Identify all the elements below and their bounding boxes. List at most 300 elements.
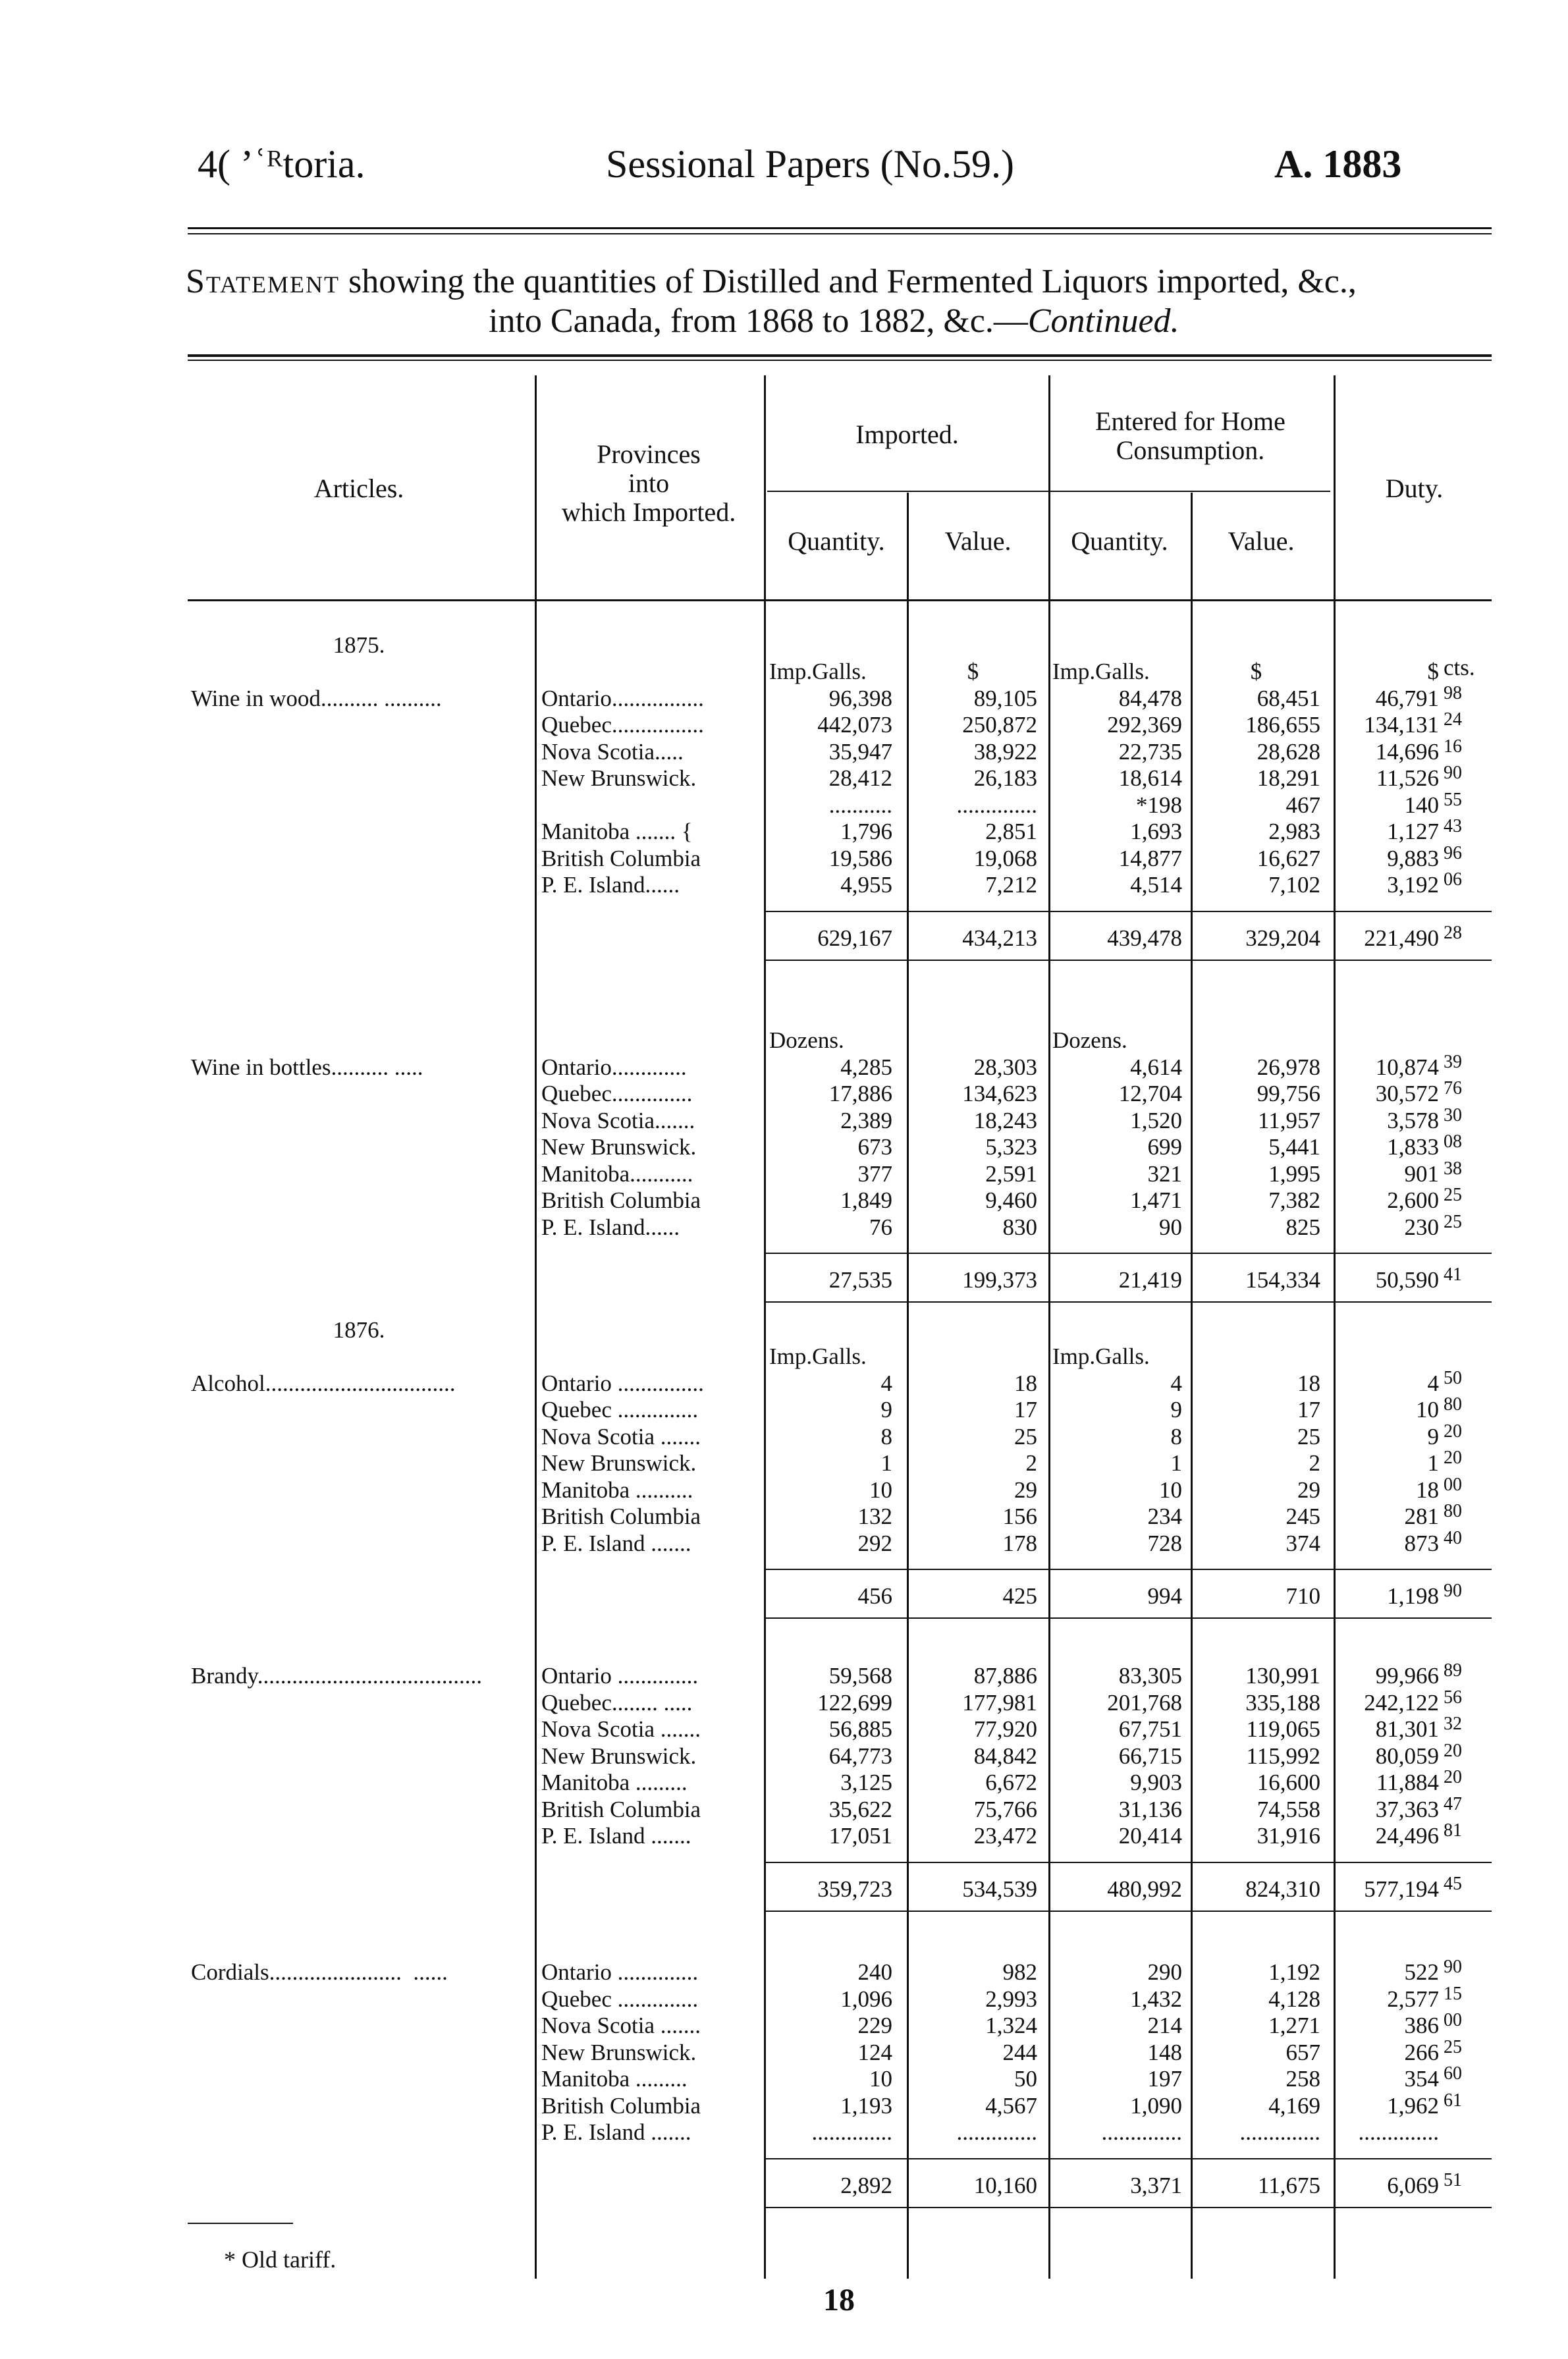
vrule-articles	[535, 375, 537, 2279]
province-name: Ontario ...............	[541, 1370, 704, 1396]
imported-value: 5,323	[985, 1134, 1037, 1160]
article-label: Wine in bottles.......... .....	[191, 1054, 423, 1080]
total-imported-value: 425	[1002, 1583, 1037, 1609]
imported-quantity: 1	[880, 1450, 892, 1476]
total-imported-value: 199,373	[962, 1267, 1037, 1293]
duty-dollars: 3,578	[1387, 1107, 1439, 1133]
imported-quantity: 64,773	[828, 1743, 892, 1769]
entered-value: 245	[1285, 1504, 1320, 1529]
province-name: Manitoba .........	[541, 2066, 688, 2092]
entered-quantity: 197	[1147, 2066, 1182, 2092]
entered-value: 2,983	[1268, 819, 1320, 844]
entered-value: 7,102	[1268, 872, 1320, 898]
entered-value: 99,756	[1257, 1081, 1320, 1106]
col-imported: Imported.	[855, 420, 959, 449]
duty-dollars: 24,496	[1375, 1823, 1439, 1849]
province-name: Ontario ..............	[541, 1663, 699, 1689]
entered-value: 17	[1297, 1397, 1320, 1423]
entered-value: 335,188	[1245, 1689, 1320, 1716]
unit-quantity-2: Dozens.	[1052, 1027, 1127, 1053]
statement-title: Statement showing the quantities of Distilled and Fermented Liquors imported, &c., into Canada, from 1868 to 1882, &c.—Continued.	[186, 263, 1357, 340]
imported-value: 75,766	[973, 1796, 1037, 1822]
province-name: Nova Scotia .......	[541, 1423, 701, 1450]
imported-value: 2,851	[985, 819, 1037, 844]
total-bottom-rule	[764, 1617, 1492, 1619]
duty-cents: 81	[1444, 1820, 1462, 1841]
duty-dollars: ..............	[1358, 2119, 1439, 2145]
province-name: Quebec..............	[541, 1081, 693, 1106]
total-imported-quantity: 359,723	[817, 1876, 892, 1902]
duty-cents: 20	[1444, 1421, 1462, 1442]
entered-value: 467	[1285, 792, 1320, 818]
col-entered: Entered for Home Consumption.	[1095, 406, 1285, 465]
province-name: British Columbia	[541, 845, 701, 871]
province-name: New Brunswick.	[541, 1134, 697, 1160]
duty-dollars: 1,127	[1387, 819, 1439, 844]
duty-dollars: 2,577	[1387, 1986, 1439, 2012]
entered-quantity: 728	[1147, 1530, 1182, 1556]
province-name: British Columbia	[541, 2092, 701, 2119]
duty-cents: 43	[1444, 816, 1462, 836]
province-name: Quebec................	[541, 712, 704, 738]
total-entered-value: 329,204	[1245, 925, 1320, 951]
duty-cents: 00	[1444, 2010, 1462, 2030]
unit-quantity: Imp.Galls.	[769, 1343, 867, 1369]
imported-value: 18	[1014, 1370, 1037, 1396]
imported-value: 177,981	[962, 1689, 1037, 1716]
duty-dollars: 140	[1404, 792, 1439, 818]
province-name: New Brunswick.	[541, 765, 697, 791]
entered-quantity: 4	[1170, 1370, 1182, 1396]
imported-value: 250,872	[962, 712, 1037, 738]
province-name: Nova Scotia .......	[541, 1716, 701, 1742]
entered-value: 825	[1285, 1214, 1320, 1240]
total-rule	[764, 911, 1492, 912]
duty-dollars: 11,526	[1376, 765, 1439, 791]
total-duty-cents: 51	[1444, 2169, 1462, 2190]
duty-dollars: 3,192	[1387, 872, 1439, 898]
entered-value: 258	[1285, 2066, 1320, 2092]
entered-quantity: 31,136	[1118, 1796, 1182, 1822]
total-duty-dollars: 221,490	[1364, 925, 1439, 951]
imported-quantity: ..............	[811, 2119, 892, 2145]
entered-value: 16,627	[1257, 845, 1320, 871]
imported-value: 38,922	[973, 738, 1037, 765]
imported-quantity: 9	[880, 1397, 892, 1423]
unit-quantity-2: Imp.Galls.	[1052, 659, 1150, 684]
imported-quantity: 292	[857, 1530, 892, 1556]
duty-dollars: 10,874	[1375, 1054, 1439, 1080]
imported-value: 28,303	[973, 1054, 1037, 1080]
duty-cents: 90	[1444, 1957, 1462, 1977]
total-rule	[764, 1862, 1492, 1863]
total-duty-dollars: 1,198	[1387, 1583, 1439, 1609]
header-title: Sessional Papers (No.59.)	[606, 142, 1014, 186]
footnote-rule	[188, 2223, 293, 2224]
entered-value: 119,065	[1246, 1716, 1320, 1742]
duty-cents: 60	[1444, 2063, 1462, 2084]
col-value-2: Value.	[1228, 526, 1295, 556]
imported-quantity: 240	[857, 1959, 892, 1985]
imported-quantity: 1,096	[840, 1986, 892, 2012]
unit-duty: $	[1427, 659, 1439, 684]
page-number: 18	[823, 2283, 855, 2318]
imported-quantity: 10	[869, 1477, 892, 1503]
entered-value: ..............	[1239, 2119, 1320, 2145]
imported-quantity: 377	[857, 1160, 892, 1187]
entered-quantity: 12,704	[1118, 1081, 1182, 1106]
total-rule	[764, 2158, 1492, 2159]
duty-cents: 50	[1444, 1367, 1462, 1388]
total-duty-cents: 41	[1444, 1264, 1462, 1285]
entered-value: 29	[1297, 1477, 1320, 1503]
duty-cents: 00	[1444, 1474, 1462, 1495]
imported-quantity: ...........	[828, 792, 892, 818]
total-imported-quantity: 27,535	[828, 1267, 892, 1293]
duty-dollars: 873	[1404, 1530, 1439, 1556]
header-bottom-rule	[188, 599, 1492, 601]
entered-quantity: 66,715	[1118, 1743, 1182, 1769]
entered-quantity: 1,090	[1130, 2092, 1182, 2119]
imported-quantity: 28,412	[828, 765, 892, 791]
province-name: Nova Scotia .......	[541, 2013, 701, 2038]
imported-value: 2,591	[985, 1160, 1037, 1187]
province-name: British Columbia	[541, 1504, 701, 1529]
duty-dollars: 386	[1404, 2013, 1439, 2038]
total-duty-cents: 28	[1444, 922, 1462, 943]
duty-cents: 32	[1444, 1714, 1462, 1734]
province-name: P. E. Island .......	[541, 1823, 691, 1849]
imported-value: 7,212	[985, 872, 1037, 898]
duty-dollars: 14,696	[1375, 738, 1439, 765]
total-entered-quantity: 3,371	[1130, 2172, 1182, 2198]
entered-value: 18	[1297, 1370, 1320, 1396]
imported-value: 982	[1002, 1959, 1037, 1985]
entered-quantity: 201,768	[1107, 1689, 1182, 1716]
imported-quantity: 132	[857, 1504, 892, 1529]
unit-quantity-2: Imp.Galls.	[1052, 1343, 1150, 1369]
duty-dollars: 99,966	[1375, 1663, 1439, 1689]
total-rule	[764, 1253, 1492, 1254]
entered-value: 28,628	[1257, 738, 1320, 765]
entered-quantity: 67,751	[1118, 1716, 1182, 1742]
duty-dollars: 81,301	[1375, 1716, 1439, 1742]
total-bottom-rule	[764, 1301, 1492, 1303]
duty-cents: 76	[1444, 1078, 1462, 1098]
province-name: Ontario.............	[541, 1054, 687, 1080]
col-duty: Duty.	[1385, 474, 1444, 503]
province-name: P. E. Island .......	[541, 1530, 691, 1556]
duty-cents: 08	[1444, 1131, 1462, 1152]
entered-quantity: 1,693	[1130, 819, 1182, 844]
imported-quantity: 124	[857, 2039, 892, 2065]
province-name: Manitoba ....... {	[541, 819, 693, 844]
imported-quantity: 1,193	[840, 2092, 892, 2119]
total-entered-value: 824,310	[1245, 1876, 1320, 1902]
total-bottom-rule	[764, 2207, 1492, 2208]
entered-quantity: 9,903	[1130, 1770, 1182, 1795]
entered-quantity: 18,614	[1118, 765, 1182, 791]
imported-value: 29	[1014, 1477, 1037, 1503]
duty-dollars: 1,833	[1387, 1134, 1439, 1160]
imported-value: 1,324	[985, 2013, 1037, 2038]
entered-value: 374	[1285, 1530, 1320, 1556]
imported-value: 4,567	[985, 2092, 1037, 2119]
entered-quantity: 234	[1147, 1504, 1182, 1529]
imported-quantity: 2,389	[840, 1107, 892, 1133]
imported-quantity: 4,955	[840, 872, 892, 898]
unit-quantity: Dozens.	[769, 1027, 844, 1053]
imported-value: 23,472	[973, 1823, 1037, 1849]
duty-dollars: 10	[1416, 1397, 1439, 1423]
entered-value: 11,957	[1258, 1107, 1320, 1133]
duty-cents: 30	[1444, 1104, 1462, 1125]
duty-cents: 20	[1444, 1767, 1462, 1787]
duty-cents: 06	[1444, 869, 1462, 890]
duty-cents: 61	[1444, 2090, 1462, 2111]
duty-dollars: 354	[1404, 2066, 1439, 2092]
entered-quantity: 20,414	[1118, 1823, 1182, 1849]
imported-quantity: 673	[857, 1134, 892, 1160]
province-name: Manitoba ..........	[541, 1477, 693, 1503]
duty-cents: 47	[1444, 1793, 1462, 1814]
duty-cents: 80	[1444, 1394, 1462, 1415]
unit-value-2: $	[1250, 659, 1262, 684]
imported-value: 18,243	[973, 1107, 1037, 1133]
imported-value: 26,183	[973, 765, 1037, 791]
article-label: Alcohol.................................	[191, 1370, 456, 1396]
entered-value: 1,995	[1268, 1160, 1320, 1187]
col-articles: Articles.	[313, 474, 404, 503]
imported-value: 77,920	[973, 1716, 1037, 1742]
imported-value: 84,842	[973, 1743, 1037, 1769]
duty-dollars: 9	[1427, 1423, 1439, 1450]
article-label: Brandy.......................................	[191, 1663, 483, 1689]
col-quantity: Quantity.	[788, 526, 885, 556]
imported-value: 6,672	[985, 1770, 1037, 1795]
entered-quantity: 292,369	[1107, 712, 1182, 738]
duty-dollars: 901	[1404, 1160, 1439, 1187]
entered-quantity: 1	[1170, 1450, 1182, 1476]
article-label: Wine in wood.......... ..........	[191, 685, 442, 711]
entered-value: 5,441	[1268, 1134, 1320, 1160]
duty-dollars: 1	[1427, 1450, 1439, 1476]
duty-dollars: 2,600	[1387, 1187, 1439, 1213]
entered-value: 2	[1309, 1450, 1320, 1476]
imported-quantity: 4	[880, 1370, 892, 1396]
total-bottom-rule	[764, 1911, 1492, 1912]
province-name: Quebec ..............	[541, 1986, 699, 2012]
total-entered-quantity: 21,419	[1118, 1267, 1182, 1293]
imported-quantity: 1,796	[840, 819, 892, 844]
unit-quantity: Imp.Galls.	[769, 659, 867, 684]
imported-value: ..............	[956, 2119, 1037, 2145]
col-value: Value.	[944, 526, 1012, 556]
entered-quantity: 1,432	[1130, 1986, 1182, 2012]
entered-quantity: ..............	[1101, 2119, 1182, 2145]
entered-quantity: 14,877	[1118, 845, 1182, 871]
duty-cents: 98	[1444, 682, 1462, 703]
entered-value: 31,916	[1257, 1823, 1320, 1849]
total-entered-value: 710	[1285, 1583, 1320, 1609]
imported-quantity: 59,568	[828, 1663, 892, 1689]
duty-dollars: 242,122	[1364, 1689, 1439, 1716]
imported-quantity: 122,699	[817, 1689, 892, 1716]
province-name: P. E. Island......	[541, 1214, 680, 1240]
province-name: Ontario ..............	[541, 1959, 699, 1985]
duty-cents: 56	[1444, 1687, 1462, 1708]
province-name: P. E. Island......	[541, 872, 680, 898]
entered-quantity: 4,514	[1130, 872, 1182, 898]
province-name: New Brunswick.	[541, 1450, 697, 1476]
unit-cents: cts.	[1444, 655, 1475, 680]
total-imported-quantity: 629,167	[817, 925, 892, 951]
imported-value: 134,623	[962, 1081, 1037, 1106]
duty-dollars: 522	[1404, 1959, 1439, 1985]
total-imported-value: 10,160	[973, 2172, 1037, 2198]
province-name: New Brunswick.	[541, 1743, 697, 1769]
duty-cents: 40	[1444, 1527, 1462, 1548]
total-entered-quantity: 439,478	[1107, 925, 1182, 951]
province-name: P. E. Island .......	[541, 2119, 691, 2145]
imported-quantity: 35,622	[828, 1796, 892, 1822]
imported-quantity: 17,051	[828, 1823, 892, 1849]
entered-value: 7,382	[1268, 1187, 1320, 1213]
imported-value: 2	[1025, 1450, 1037, 1476]
header-year: A. 1883	[1274, 142, 1402, 186]
entered-quantity: 214	[1147, 2013, 1182, 2038]
entered-value: 25	[1297, 1423, 1320, 1450]
imported-quantity: 442,073	[817, 712, 892, 738]
total-rule	[764, 1569, 1492, 1570]
entered-quantity: 699	[1147, 1134, 1182, 1160]
entered-quantity: 10	[1159, 1477, 1182, 1503]
col-quantity-2: Quantity.	[1071, 526, 1168, 556]
duty-dollars: 46,791	[1375, 685, 1439, 711]
total-duty-dollars: 577,194	[1364, 1876, 1439, 1902]
imported-quantity: 10	[869, 2066, 892, 2092]
duty-cents: 20	[1444, 1448, 1462, 1468]
imported-value: 19,068	[973, 845, 1037, 871]
imported-quantity: 56,885	[828, 1716, 892, 1742]
total-imported-value: 534,539	[962, 1876, 1037, 1902]
duty-dollars: 1,962	[1387, 2092, 1439, 2119]
entered-value: 16,600	[1257, 1770, 1320, 1795]
imported-value: 244	[1002, 2039, 1037, 2065]
total-entered-value: 11,675	[1258, 2172, 1320, 2198]
imported-quantity: 1,849	[840, 1187, 892, 1213]
duty-dollars: 37,363	[1375, 1796, 1439, 1822]
total-duty-cents: 45	[1444, 1873, 1462, 1894]
province-name: Nova Scotia.....	[541, 738, 684, 765]
duty-cents: 16	[1444, 736, 1462, 757]
entered-value: 4,128	[1268, 1986, 1320, 2012]
duty-dollars: 134,131	[1364, 712, 1439, 738]
duty-cents: 89	[1444, 1660, 1462, 1681]
total-imported-value: 434,213	[962, 925, 1037, 951]
duty-dollars: 266	[1404, 2039, 1439, 2065]
duty-cents: 24	[1444, 709, 1462, 730]
imported-value: 9,460	[985, 1187, 1037, 1213]
year-heading: 1875.	[333, 632, 385, 658]
header-rule	[188, 227, 1492, 229]
duty-cents: 55	[1444, 789, 1462, 810]
duty-dollars: 230	[1404, 1214, 1439, 1240]
duty-cents: 38	[1444, 1158, 1462, 1179]
province-name: Quebec ..............	[541, 1397, 699, 1423]
province-name: Manitoba...........	[541, 1160, 693, 1187]
province-name: British Columbia	[541, 1796, 701, 1822]
entered-value: 18,291	[1257, 765, 1320, 791]
total-bottom-rule	[764, 960, 1492, 961]
entered-value: 4,169	[1268, 2092, 1320, 2119]
total-imported-quantity: 456	[857, 1583, 892, 1609]
duty-cents: 15	[1444, 1983, 1462, 2004]
duty-cents: 25	[1444, 1185, 1462, 1205]
province-name: New Brunswick.	[541, 2039, 697, 2065]
entered-quantity: 90	[1159, 1214, 1182, 1240]
header-left: 4( ’ʿᴿtoria.	[198, 142, 365, 186]
duty-cents: 39	[1444, 1051, 1462, 1072]
entered-quantity: 9	[1170, 1397, 1182, 1423]
entered-value: 186,655	[1245, 712, 1320, 738]
total-duty-dollars: 6,069	[1387, 2172, 1439, 2198]
imported-quantity: 4,285	[840, 1054, 892, 1080]
entered-quantity: 84,478	[1118, 685, 1182, 711]
imported-value: 89,105	[973, 685, 1037, 711]
duty-dollars: 18	[1416, 1477, 1439, 1503]
entered-quantity: *198	[1136, 792, 1182, 818]
total-imported-quantity: 2,892	[840, 2172, 892, 2198]
header-rule-2	[188, 233, 1492, 234]
imported-quantity: 229	[857, 2013, 892, 2038]
duty-dollars: 80,059	[1375, 1743, 1439, 1769]
total-duty-cents: 90	[1444, 1581, 1462, 1601]
total-entered-value: 154,334	[1245, 1267, 1320, 1293]
entered-quantity: 1,471	[1130, 1187, 1182, 1213]
total-duty-dollars: 50,590	[1375, 1267, 1439, 1293]
year-heading: 1876.	[333, 1317, 385, 1343]
imported-value: 25	[1014, 1423, 1037, 1450]
imported-quantity: 35,947	[828, 738, 892, 765]
duty-cents: 96	[1444, 842, 1462, 863]
entered-value: 74,558	[1257, 1796, 1320, 1822]
province-name: Nova Scotia.......	[541, 1107, 695, 1133]
entered-quantity: 8	[1170, 1423, 1182, 1450]
total-entered-quantity: 994	[1147, 1583, 1182, 1609]
article-label: Cordials....................... ......	[191, 1959, 448, 1985]
imported-value: 87,886	[973, 1663, 1037, 1689]
vrule-entered	[1334, 375, 1336, 2279]
duty-dollars: 30,572	[1375, 1081, 1439, 1106]
imported-value: 156	[1002, 1504, 1037, 1529]
duty-cents: 20	[1444, 1740, 1462, 1761]
province-name: Ontario................	[541, 685, 704, 711]
entered-quantity: 1,520	[1130, 1107, 1182, 1133]
duty-dollars: 281	[1404, 1504, 1439, 1529]
duty-cents: 25	[1444, 1211, 1462, 1232]
imported-value: 17	[1014, 1397, 1037, 1423]
duty-cents: 90	[1444, 763, 1462, 783]
title-rule-2	[188, 360, 1492, 361]
imported-quantity: 3,125	[840, 1770, 892, 1795]
entered-value: 1,271	[1268, 2013, 1320, 2038]
entered-value: 115,992	[1246, 1743, 1320, 1769]
imported-quantity: 96,398	[828, 685, 892, 711]
unit-value: $	[967, 659, 979, 684]
entered-quantity: 22,735	[1118, 738, 1182, 765]
col-provinces: Provinces into which Imported.	[561, 439, 736, 527]
